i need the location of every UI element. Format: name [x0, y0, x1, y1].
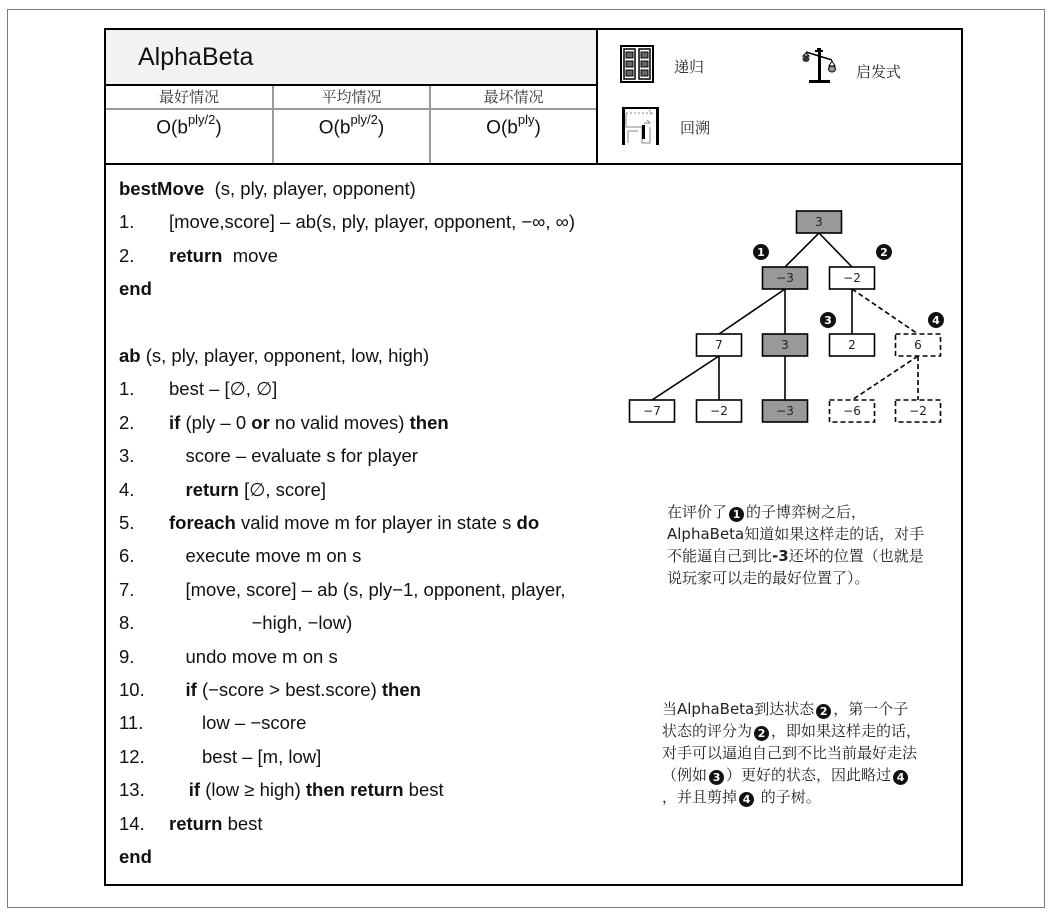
tree-edge: [852, 289, 918, 334]
tree-node-label: 6: [914, 338, 922, 352]
category-heuristic: [800, 46, 901, 90]
code-line: [119, 812, 639, 836]
line-text: [202, 745, 321, 769]
tree-node-a1b: [697, 400, 742, 422]
code-line: [119, 444, 639, 468]
code-line: [119, 377, 639, 401]
code-line: [119, 478, 639, 502]
keyword: if: [185, 679, 197, 700]
code-line: [119, 778, 639, 802]
category-recursion: [620, 45, 704, 87]
code-text: execute move m on s: [185, 545, 362, 567]
code-line: [119, 611, 639, 635]
tree-node-root: [797, 211, 842, 233]
line-number: 2.: [119, 244, 135, 266]
line-text: [169, 210, 575, 234]
complexity-label: 最好情况: [106, 86, 272, 110]
code-line: [119, 544, 639, 568]
line-text: [202, 711, 306, 735]
svg-text:1: 1: [757, 246, 765, 259]
line-text: [169, 377, 277, 401]
line-text: [169, 511, 539, 535]
svg-text:3: 3: [824, 314, 832, 327]
complexity-best: [106, 86, 274, 163]
line-text: [186, 678, 421, 702]
line-number: 8.: [119, 612, 135, 634]
line-text: [169, 411, 449, 435]
line-text: [169, 812, 263, 836]
complexity-worst: [431, 86, 596, 163]
algorithm-card: [104, 28, 963, 886]
line-number: 13.: [119, 779, 145, 801]
keyword: if: [188, 779, 201, 801]
recursion-icon: [620, 45, 654, 87]
callout-marker-3: [820, 312, 836, 328]
code-text: (low ≥ high): [200, 779, 306, 801]
end-label: end: [119, 846, 152, 867]
tree-node-b2a: [830, 400, 875, 422]
note-text: 的子博弈树之后，AlphaBeta知道如果这样走的话，对手不能逼自己到比: [667, 503, 925, 565]
code-line: [119, 511, 639, 535]
complexity-value: $O(b^{ply})$: [486, 112, 541, 139]
svg-text:2: 2: [880, 246, 888, 259]
keyword: then: [381, 679, 421, 700]
tree-node-label: −2: [710, 404, 728, 418]
tree-node-b1: [830, 334, 875, 356]
code-line: [119, 578, 639, 602]
code-text: [move, score] – ab (s, ply−1, opponent, player,: [185, 578, 566, 600]
category-label: 启发式: [856, 62, 902, 81]
game-tree-diagram: [622, 205, 952, 445]
end-keyword: [119, 845, 152, 869]
keyword: then return: [305, 779, 404, 801]
code-line: [119, 745, 639, 769]
complexity-value: $O(b^{ply/2})$: [156, 112, 222, 139]
callout-marker-1: 1: [729, 507, 744, 522]
tree-node-b2b: [896, 400, 941, 422]
callout-marker-1: [753, 244, 769, 260]
function-signature: [119, 177, 416, 201]
function-params: (s, ply, player, opponent): [204, 178, 416, 199]
tree-node-a2a: [763, 400, 808, 422]
backtracking-maze-icon: [620, 103, 664, 151]
tree-node-b: [830, 267, 875, 289]
note-text: 在评价了: [667, 503, 728, 521]
keyword: or: [251, 411, 270, 433]
line-number: 9.: [119, 645, 135, 667]
line-number: 6.: [119, 545, 135, 567]
callout-marker-3: 3: [709, 770, 724, 785]
tree-node-label: −3: [776, 404, 794, 418]
end-keyword: [119, 277, 152, 301]
tree-node-label: 7: [715, 338, 723, 352]
callout-marker-4: [928, 312, 944, 328]
tree-edge: [819, 233, 852, 267]
code-line: [119, 210, 639, 234]
code-text: best: [403, 779, 444, 801]
card-header: [106, 30, 961, 165]
line-number: 11.: [119, 712, 144, 734]
tree-edge: [652, 356, 719, 400]
tree-edge: [719, 289, 785, 334]
line-text: [186, 645, 338, 669]
line-number: 7.: [119, 578, 135, 600]
line-text: [186, 444, 418, 468]
line-number: 10.: [119, 679, 145, 700]
code-text: move: [222, 244, 278, 266]
note-text: ）更好的状态，因此略过: [726, 766, 892, 784]
code-line: [119, 244, 639, 268]
line-text: [186, 578, 566, 602]
category-panel: [598, 30, 961, 163]
note-text: ，第一个子状态的评分为: [662, 700, 909, 740]
function-name: ab: [119, 345, 141, 366]
tree-node-label: 2: [848, 338, 856, 352]
code-text: best: [222, 812, 263, 834]
complexity-label: 最坏情况: [431, 86, 596, 110]
tree-node-label: −2: [909, 404, 927, 418]
line-text: [169, 244, 278, 268]
line-text: [189, 778, 444, 802]
callout-marker-4: 4: [739, 792, 754, 807]
line-number: 14.: [119, 812, 145, 834]
line-text: [186, 544, 362, 568]
tree-node-label: 3: [781, 338, 789, 352]
header-left: [106, 30, 598, 163]
code-text: best – [∅, ∅]: [169, 378, 278, 400]
note-text: -3: [772, 547, 789, 565]
code-line: [119, 711, 639, 735]
note-text: 还坏的位置（也就是说玩家可以走的最好位置了）。: [667, 547, 924, 587]
note-2: [662, 698, 922, 808]
callout-marker-2: 2: [816, 704, 831, 719]
tree-node-label: 3: [815, 215, 823, 229]
keyword: return: [169, 812, 223, 834]
end-label: end: [119, 278, 152, 300]
code-text: [move,score] – ab(s, ply, player, opponent, −∞, ∞): [169, 211, 575, 233]
keyword: foreach: [169, 512, 236, 533]
note-text: ，并且剪掉: [662, 788, 738, 806]
complexity-label: 平均情况: [274, 86, 429, 110]
keyword: return: [185, 478, 239, 500]
note-text: ，即如果这样走的话，对手可以逼迫自己到不比当前最好走法（例如: [662, 722, 922, 784]
code-text: (−score > best.score): [196, 679, 382, 700]
tree-edge: [852, 356, 918, 400]
svg-text:4: 4: [932, 314, 940, 327]
category-backtracking: [620, 103, 710, 151]
complexity-average: [274, 86, 431, 163]
card-body: [106, 165, 961, 884]
algorithm-title: AlphaBeta: [138, 43, 254, 71]
tree-node-a: [763, 267, 808, 289]
tree-edge: [785, 233, 819, 267]
keyword: return: [169, 244, 223, 266]
line-number: 12.: [119, 745, 145, 767]
code-text: valid move m for player in state s: [235, 512, 517, 533]
code-line: [119, 645, 639, 669]
code-text: (ply – 0: [180, 411, 252, 433]
tree-node-label: −7: [643, 404, 661, 418]
callout-marker-4: 4: [893, 770, 908, 785]
callout-marker-2: 2: [754, 726, 769, 741]
line-number: 3.: [119, 445, 135, 467]
function-params: (s, ply, player, opponent, low, high): [140, 345, 430, 366]
code-text: no valid moves): [269, 411, 410, 433]
complexity-table: [106, 86, 596, 163]
note-text: 的子树。: [756, 788, 821, 806]
tree-node-a1: [697, 334, 742, 356]
keyword: then: [409, 411, 449, 433]
tree-node-a2: [763, 334, 808, 356]
code-text: undo move m on s: [185, 645, 338, 667]
heuristic-scale-icon: [800, 46, 838, 90]
code-text: −high, −low): [251, 612, 353, 634]
note-1: [667, 501, 927, 589]
tree-node-label: −2: [843, 271, 861, 285]
category-label: 递归: [674, 57, 705, 76]
line-number: 5.: [119, 512, 135, 533]
code-text: score – evaluate s for player: [185, 445, 418, 467]
line-number: 4.: [119, 478, 135, 500]
complexity-value: $O(b^{ply/2})$: [318, 112, 385, 139]
code-line: [119, 411, 639, 435]
title-bar: [106, 30, 596, 86]
line-number: 1.: [119, 211, 135, 233]
code-text: [∅, score]: [238, 478, 327, 500]
tree-node-b2: [896, 334, 941, 356]
callout-marker-2: [876, 244, 892, 260]
function-name: bestMove: [119, 178, 205, 199]
note-text: 当AlphaBeta到达状态: [662, 700, 815, 718]
code-text: best – [m, low]: [202, 745, 322, 767]
keyword: do: [516, 512, 540, 533]
line-text: [186, 478, 327, 502]
line-number: 1.: [119, 378, 135, 400]
code-text: low – −score: [202, 712, 307, 734]
tree-node-label: −6: [843, 404, 861, 418]
line-number: 2.: [119, 411, 135, 433]
category-label: 回溯: [680, 118, 711, 137]
line-text: [252, 611, 353, 635]
code-line: [119, 678, 639, 702]
tree-node-a1a: [630, 400, 675, 422]
keyword: if: [169, 411, 181, 433]
function-signature: [119, 344, 429, 368]
tree-node-label: −3: [776, 271, 794, 285]
